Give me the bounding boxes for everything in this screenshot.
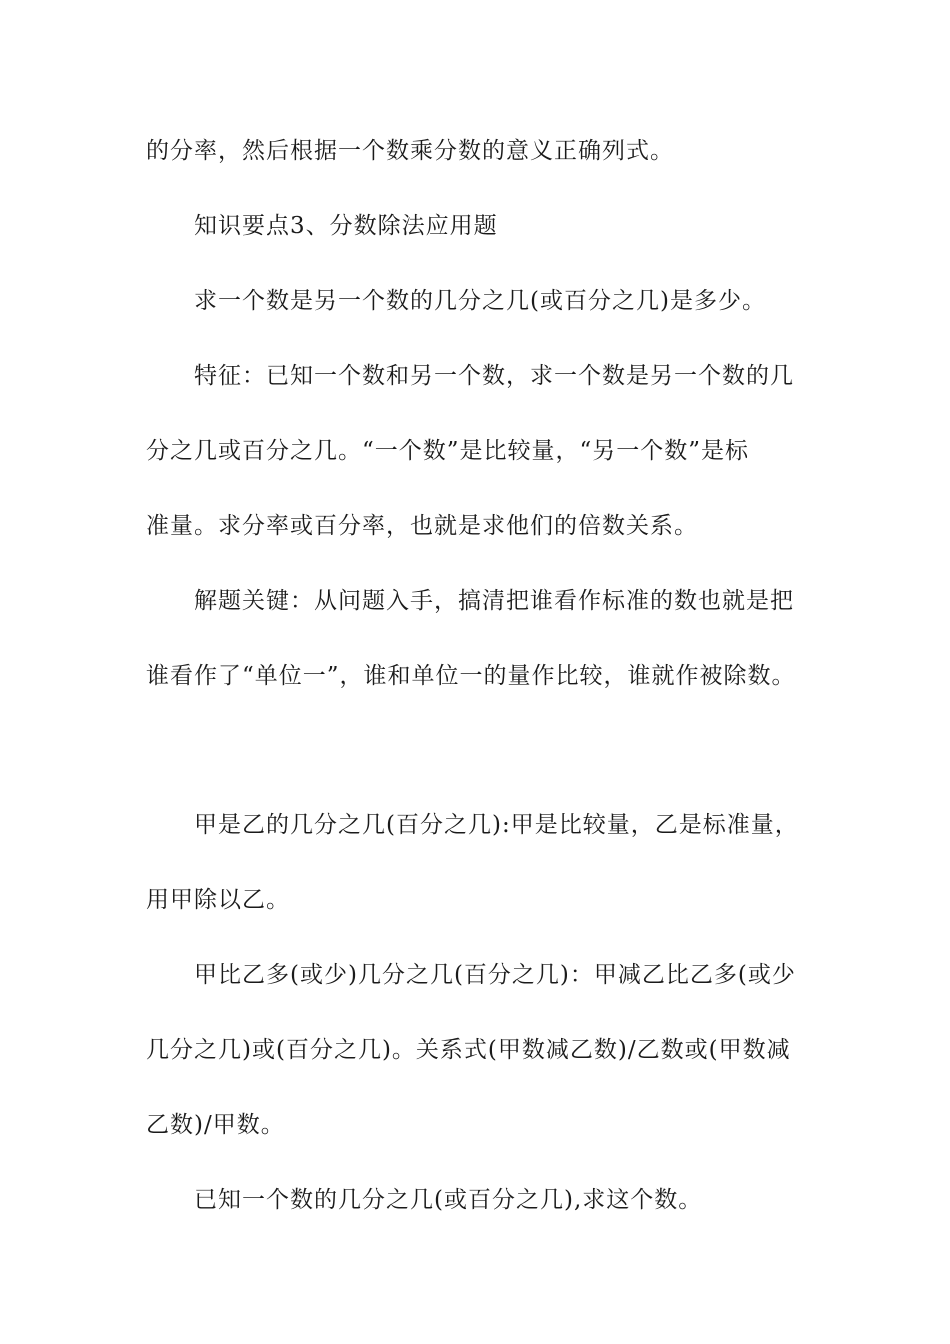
section-heading: 知识要点3、分数除法应用题 — [194, 213, 498, 239]
paragraph-line: 准量。求分率或百分率，也就是求他们的倍数关系。 — [146, 513, 698, 539]
paragraph-line: 甲是乙的几分之几(百分之几):甲是比较量，乙是标准量， — [194, 812, 799, 838]
paragraph-line: 已知一个数的几分之几(或百分之几),求这个数。 — [194, 1187, 703, 1213]
paragraph-line: 求一个数是另一个数的几分之几(或百分之几)是多少。 — [194, 288, 766, 314]
paragraph-line: 几分之几)或(百分之几)。关系式(甲数减乙数)/乙数或(甲数减 — [146, 1037, 791, 1063]
paragraph-line: 谁看作了“单位一”，谁和单位一的量作比较，谁就作被除数。 — [146, 663, 796, 689]
paragraph-line: 分之几或百分之几。“一个数”是比较量，“另一个数”是标 — [146, 438, 750, 464]
paragraph-line: 乙数)/甲数。 — [146, 1112, 285, 1138]
paragraph-line: 特征：已知一个数和另一个数，求一个数是另一个数的几 — [194, 363, 794, 389]
paragraph-line: 甲比乙多(或少)几分之几(百分之几)：甲减乙比乙多(或少 — [194, 962, 796, 988]
paragraph-line: 的分率，然后根据一个数乘分数的意义正确列式。 — [146, 138, 674, 164]
paragraph-line: 解题关键：从问题入手，搞清把谁看作标准的数也就是把 — [194, 588, 794, 614]
paragraph-line: 用甲除以乙。 — [146, 887, 290, 913]
